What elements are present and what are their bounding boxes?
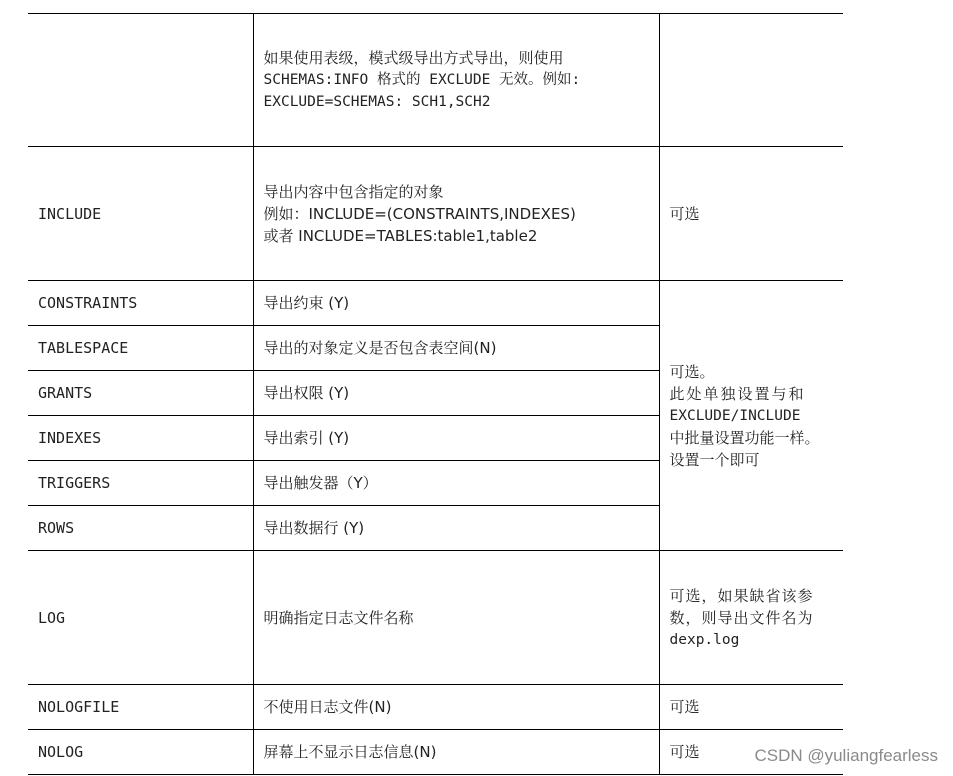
desc-line: 导出内容中包含指定的对象 xyxy=(263,182,444,201)
param-desc-cell: 导出的对象定义是否包含表空间(N) xyxy=(253,326,659,371)
param-desc-cell: 导出数据行 (Y) xyxy=(253,506,659,551)
param-desc-cell: 不使用日志文件(N) xyxy=(253,685,659,730)
note-line: 此处单独设置与和 xyxy=(669,384,806,403)
param-name-cell: GRANTS xyxy=(28,371,253,416)
table-row xyxy=(28,730,843,775)
note-line: 可选，如果缺省该参 xyxy=(669,586,814,605)
desc-line: 例如：INCLUDE=(CONSTRAINTS,INDEXES) xyxy=(263,204,576,223)
param-note-cell: 可选 xyxy=(659,685,843,730)
table-row xyxy=(28,551,843,685)
note-line: EXCLUDE/INCLUDE xyxy=(669,407,801,424)
param-name-cell: TABLESPACE xyxy=(28,326,253,371)
param-desc-cell: 明确指定日志文件名称 xyxy=(253,551,659,685)
group-note-cell xyxy=(659,281,843,551)
param-name-cell: NOLOGFILE xyxy=(28,685,253,730)
param-note-cell: 可选 xyxy=(659,147,843,281)
table-row xyxy=(28,147,843,281)
note-line: 可选。 xyxy=(669,362,715,381)
param-desc-cell xyxy=(253,14,659,147)
param-name-cell xyxy=(28,14,253,147)
note-line: 中批量设置功能一样。 xyxy=(669,428,820,447)
param-name-cell: NOLOG xyxy=(28,730,253,775)
desc-line: SCHEMAS:INFO 格式的 EXCLUDE 无效。例如: xyxy=(263,72,581,88)
param-name-cell: LOG xyxy=(28,551,253,685)
param-desc-cell: 导出权限 (Y) xyxy=(253,371,659,416)
param-note-cell xyxy=(659,14,843,147)
param-desc-cell: 导出索引 (Y) xyxy=(253,416,659,461)
note-line: dexp.log xyxy=(669,631,740,648)
param-name-cell: INDEXES xyxy=(28,416,253,461)
param-name-cell: CONSTRAINTS xyxy=(28,281,253,326)
watermark: CSDN @yuliangfearless xyxy=(754,746,938,765)
parameter-table xyxy=(28,13,843,775)
param-note-cell xyxy=(659,551,843,685)
table-row xyxy=(28,281,843,326)
note-line: 数，则导出文件名为 xyxy=(669,608,814,627)
param-name-cell: INCLUDE xyxy=(28,147,253,281)
desc-line: 如果使用表级，模式级导出方式导出，则使用 xyxy=(263,49,564,67)
table-row xyxy=(28,685,843,730)
param-name-cell: ROWS xyxy=(28,506,253,551)
desc-line: EXCLUDE=SCHEMAS: SCH1,SCH2 xyxy=(263,94,491,110)
param-desc-cell: 屏幕上不显示日志信息(N) xyxy=(253,730,659,775)
param-desc-cell: 导出约束 (Y) xyxy=(253,281,659,326)
table-row xyxy=(28,14,843,147)
desc-line: 或者 INCLUDE=TABLES:table1,table2 xyxy=(263,226,538,245)
param-desc-cell: 导出触发器（Y） xyxy=(253,461,659,506)
param-desc-cell xyxy=(253,147,659,281)
note-line: 设置一个即可 xyxy=(669,450,760,469)
param-note-cell: 可选 xyxy=(659,730,843,775)
param-name-cell: TRIGGERS xyxy=(28,461,253,506)
